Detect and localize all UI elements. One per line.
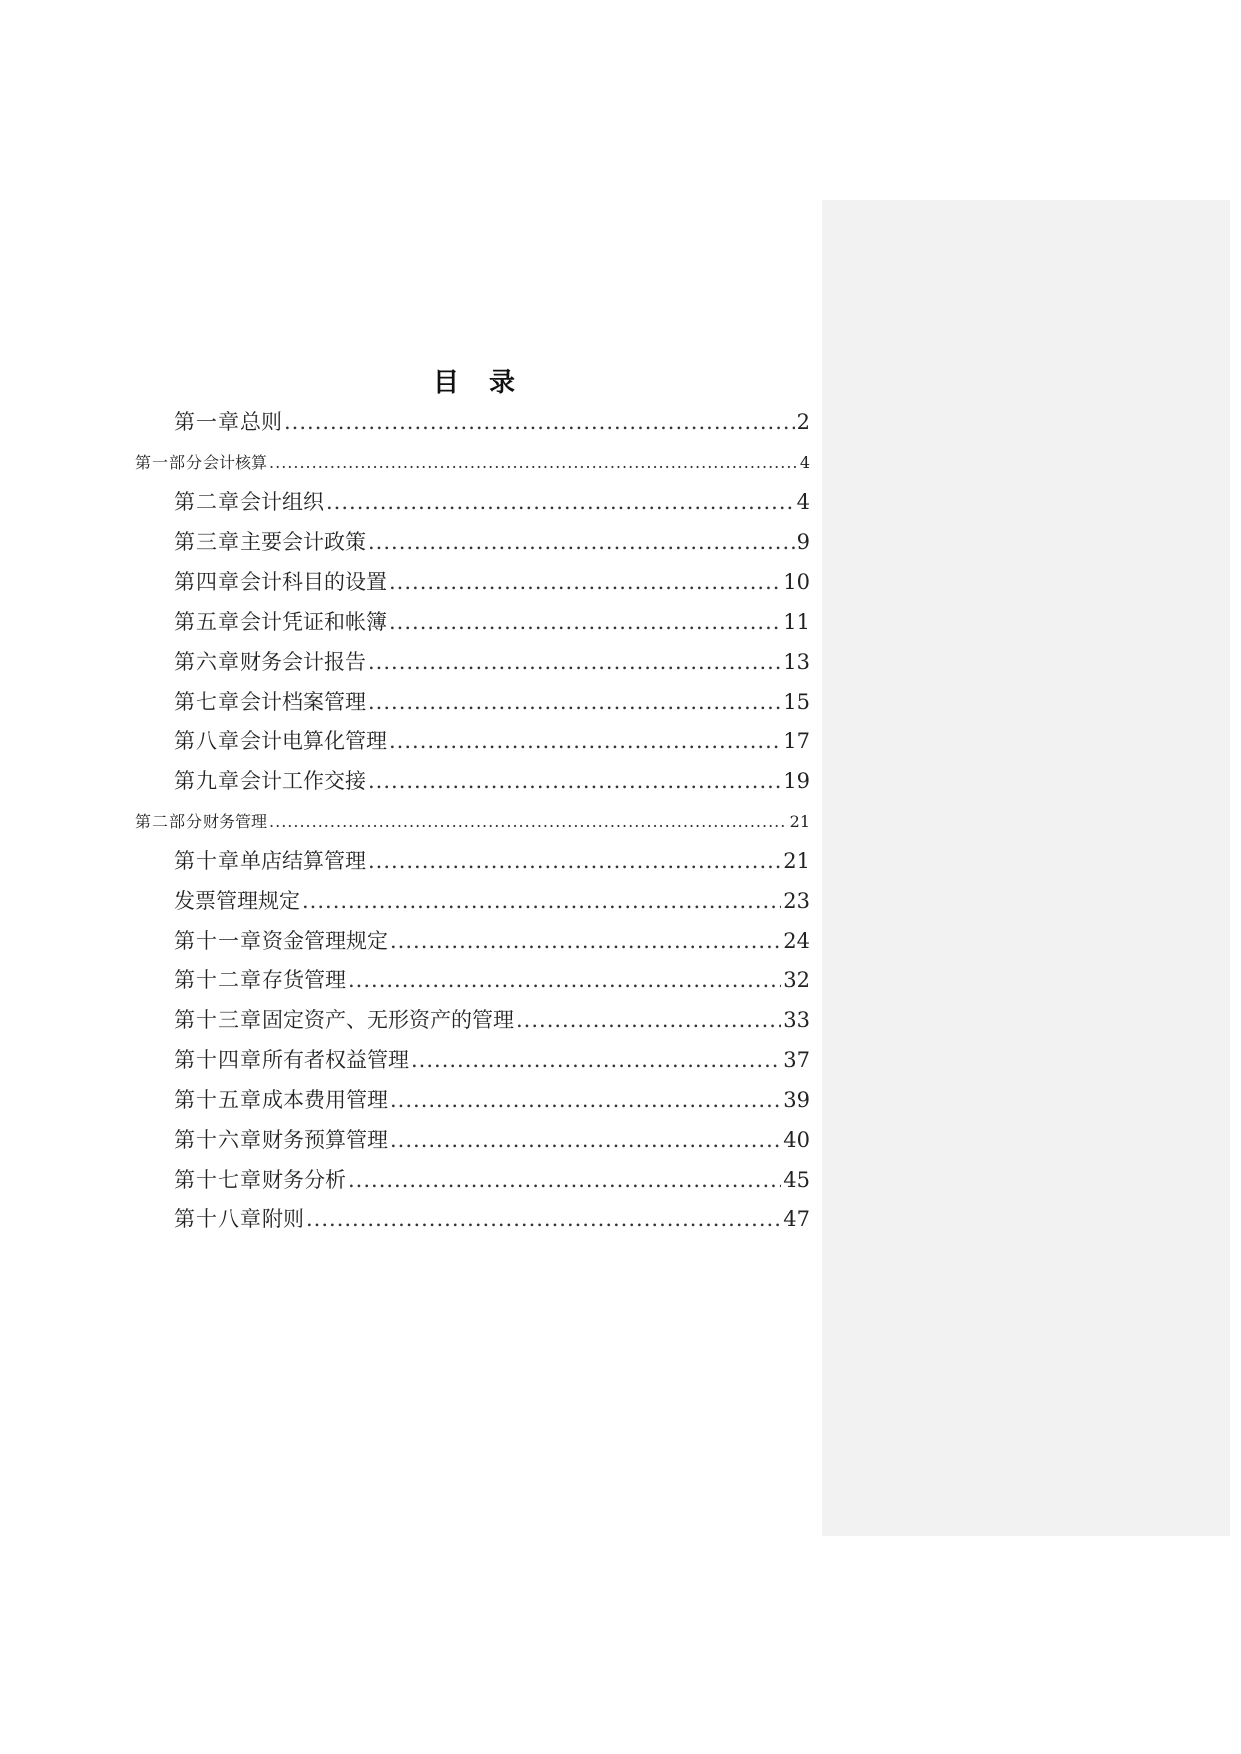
toc-entry-title: 资金管理规定 [262,929,388,953]
toc-entry-number: 第四章 [174,570,240,594]
toc-dot-leader [516,1008,781,1032]
toc-entry-title: 所有者权益管理 [262,1048,409,1072]
toc-entry-ch18[interactable] [174,1203,810,1233]
toc-entry-page: 4 [799,453,810,472]
toc-entry-number: 第一部分 [135,453,204,472]
toc-entry-ch1[interactable] [174,406,810,436]
toc-entry-number: 第十二章 [174,968,262,992]
toc-entry-title: 发票管理规定 [174,889,300,913]
toc-entry-ch15[interactable] [174,1084,810,1114]
toc-entry-page: 17 [783,729,810,753]
toc-dot-leader [348,968,781,992]
toc-entry-page: 10 [783,570,810,594]
toc-entry-number: 第十五章 [174,1088,262,1112]
page-title: 目 录 [432,368,517,398]
toc-dot-leader [389,729,781,753]
toc-entry-title: 单店结算管理 [240,849,366,873]
toc-dot-leader [390,1088,781,1112]
toc-entry-number: 第九章 [174,769,240,793]
toc-entry-number: 第八章 [174,729,240,753]
toc-entry-ch17[interactable] [174,1164,810,1194]
toc-entry-page: 2 [796,410,810,434]
toc-entry-part1[interactable] [135,450,810,473]
toc-entry-page: 13 [783,650,810,674]
toc-entry-title: 主要会计政策 [240,530,366,554]
toc-entry-ch13[interactable] [174,1004,810,1034]
toc-dot-leader [368,650,781,674]
toc-entry-page: 33 [783,1008,810,1032]
toc-entry-page: 4 [796,490,810,514]
toc-dot-leader [306,1207,781,1231]
toc-entry-title: 财务分析 [262,1168,346,1192]
toc-entry-ch8[interactable] [174,725,810,755]
toc-entry-page: 24 [783,929,810,953]
toc-entry-ch7[interactable] [174,686,810,716]
toc-dot-leader [368,690,781,714]
toc-entry-title: 总则 [240,410,282,434]
toc-dot-leader [368,769,781,793]
toc-entry-title: 附则 [262,1207,304,1231]
toc-entry-number: 第十四章 [174,1048,262,1072]
toc-dot-leader [390,929,781,953]
toc-dot-leader [389,610,781,634]
toc-dot-leader [326,490,795,514]
toc-entry-title: 会计组织 [240,490,324,514]
toc-entry-number: 第十三章 [174,1008,262,1032]
toc-dot-leader [411,1048,781,1072]
toc-entry-title: 会计科目的设置 [240,570,387,594]
toc-dot-leader [390,1128,781,1152]
toc-entry-page: 15 [783,690,810,714]
toc-entry-title: 会计核算 [203,453,268,472]
toc-dot-leader [348,1168,781,1192]
toc-entry-title: 财务管理 [203,812,268,831]
toc-entry-title: 财务预算管理 [262,1128,388,1152]
toc-entry-page: 21 [783,849,810,873]
toc-dot-leader [269,812,788,831]
toc-entry-ch16[interactable] [174,1124,810,1154]
toc-entry-invoice-rules[interactable] [174,885,810,915]
toc-entry-page: 23 [783,889,810,913]
toc-entry-title: 会计电算化管理 [240,729,387,753]
toc-entry-ch10[interactable] [174,845,810,875]
toc-entry-number: 第十一章 [174,929,262,953]
toc-dot-leader [368,530,795,554]
toc-entry-number: 第三章 [174,530,240,554]
toc-entry-page: 9 [796,530,810,554]
toc-entry-page: 47 [783,1207,810,1231]
toc-entry-ch2[interactable] [174,486,810,516]
toc-entry-number: 第一章 [174,410,240,434]
toc-entry-ch3[interactable] [174,526,810,556]
toc-entry-number: 第十七章 [174,1168,262,1192]
toc-entry-number: 第七章 [174,690,240,714]
toc-entry-title: 会计工作交接 [240,769,366,793]
toc-entry-page: 40 [783,1128,810,1152]
toc-entry-ch11[interactable] [174,925,810,955]
toc-entry-ch14[interactable] [174,1044,810,1074]
toc-dot-leader [389,570,781,594]
toc-entry-number: 第六章 [174,650,240,674]
toc-entry-title: 固定资产、无形资产的管理 [262,1008,514,1032]
toc-entry-number: 第二部分 [135,812,204,831]
toc-entry-page: 45 [783,1168,810,1192]
toc-entry-page: 11 [783,610,810,634]
toc-entry-ch4[interactable] [174,566,810,596]
toc-entry-number: 第五章 [174,610,240,634]
toc-entry-page: 21 [789,812,810,831]
toc-entry-page: 37 [783,1048,810,1072]
toc-entry-title: 会计档案管理 [240,690,366,714]
toc-dot-leader [368,849,781,873]
toc-dot-leader [284,410,795,434]
toc-dot-leader [269,453,798,472]
toc-entry-ch5[interactable] [174,606,810,636]
toc-entry-number: 第二章 [174,490,240,514]
toc-entry-part2[interactable] [135,809,810,832]
toc-entry-page: 19 [783,769,810,793]
toc-entry-number: 第十八章 [174,1207,262,1231]
toc-entry-number: 第十章 [174,849,240,873]
toc-entry-page: 32 [783,968,810,992]
toc-entry-ch12[interactable] [174,964,810,994]
toc-entry-number: 第十六章 [174,1128,262,1152]
toc-dot-leader [302,889,781,913]
toc-entry-title: 会计凭证和帐簿 [240,610,387,634]
toc-entry-title: 存货管理 [262,968,346,992]
toc-entry-title: 成本费用管理 [262,1088,388,1112]
toc-entry-page: 39 [783,1088,810,1112]
toc-entry-ch6[interactable] [174,646,810,676]
toc-entry-title: 财务会计报告 [240,650,366,674]
toc-entry-ch9[interactable] [174,765,810,795]
